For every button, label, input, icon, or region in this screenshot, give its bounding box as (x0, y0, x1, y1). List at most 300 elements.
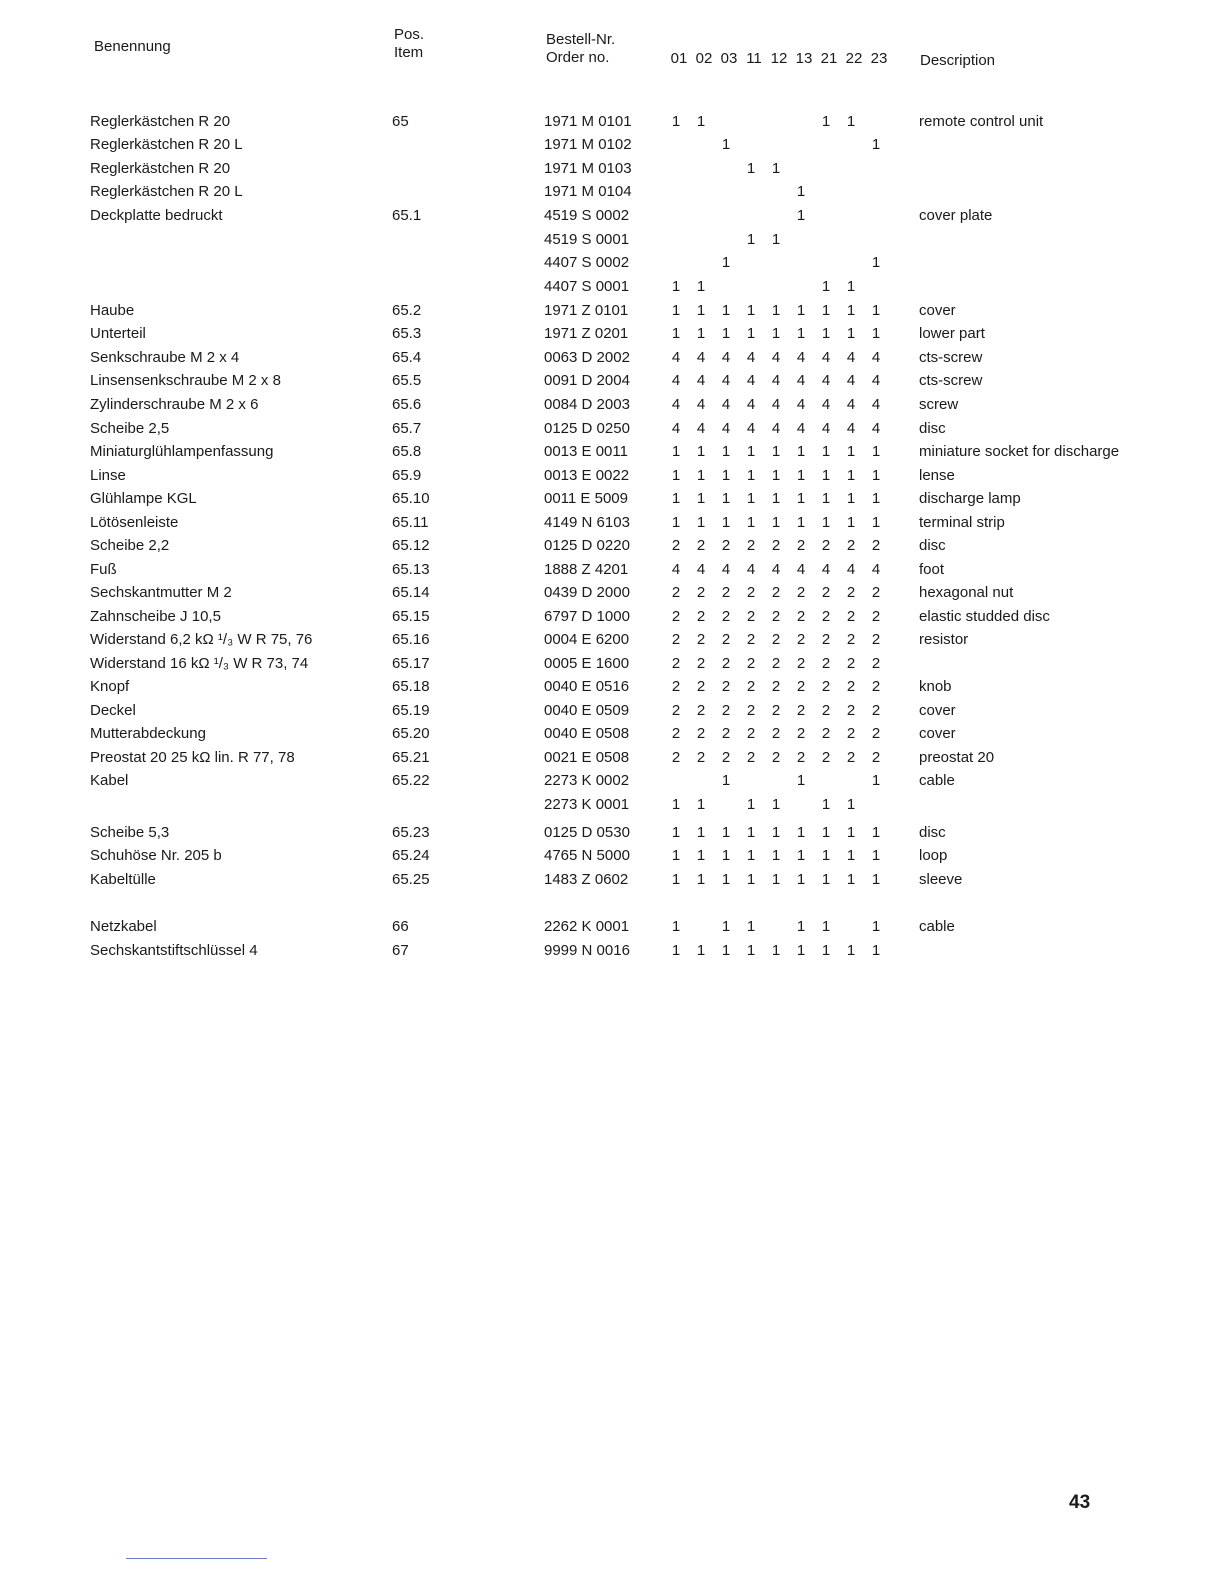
part-name: Deckel (90, 702, 136, 719)
header-pos-de: Pos. (394, 26, 425, 43)
variant-quantity: 4 (821, 372, 831, 389)
table-row (0, 229, 1224, 251)
variant-quantity: 1 (821, 942, 831, 959)
variant-quantity: 1 (771, 467, 781, 484)
page-number: 43 (1069, 1492, 1091, 1513)
order-number: 0063 D 2002 (544, 349, 630, 366)
variant-quantity: 4 (721, 349, 731, 366)
variant-quantity: 2 (721, 702, 731, 719)
variant-quantity: 4 (696, 561, 706, 578)
variant-quantity: 2 (821, 655, 831, 672)
variant-quantity: 2 (696, 725, 706, 742)
part-name: Schuhöse Nr. 205 b (90, 847, 222, 864)
variant-quantity: 4 (871, 396, 881, 413)
table-row (0, 441, 1224, 463)
variant-quantity: 2 (696, 537, 706, 554)
variant-quantity: 2 (821, 537, 831, 554)
table-row (0, 370, 1224, 392)
variant-quantity: 1 (671, 443, 681, 460)
part-description: remote control unit (919, 113, 1044, 130)
variant-quantity: 1 (696, 302, 706, 319)
variant-quantity: 4 (821, 349, 831, 366)
item-position: 65.9 (392, 467, 422, 484)
variant-quantity: 1 (746, 918, 756, 935)
table-row (0, 347, 1224, 369)
variant-quantity: 1 (671, 918, 681, 935)
variant-quantity: 1 (871, 772, 881, 789)
variant-quantity: 1 (671, 490, 681, 507)
part-description: hexagonal nut (919, 584, 1014, 601)
variant-quantity: 4 (821, 561, 831, 578)
variant-column-header: 03 (720, 50, 738, 67)
table-row (0, 205, 1224, 227)
item-position: 65.4 (392, 349, 422, 366)
variant-quantity: 1 (846, 514, 856, 531)
variant-quantity: 2 (871, 702, 881, 719)
variant-quantity: 1 (771, 325, 781, 342)
variant-quantity: 1 (721, 871, 731, 888)
part-description: resistor (919, 631, 969, 648)
variant-quantity: 1 (671, 824, 681, 841)
order-number: 0084 D 2003 (544, 396, 630, 413)
variant-quantity: 2 (846, 655, 856, 672)
variant-quantity: 1 (846, 871, 856, 888)
variant-quantity: 2 (796, 584, 806, 601)
variant-quantity: 1 (796, 443, 806, 460)
variant-quantity: 2 (696, 584, 706, 601)
variant-quantity: 1 (721, 847, 731, 864)
table-row (0, 582, 1224, 604)
part-name: Lötösenleiste (90, 514, 179, 531)
variant-quantity: 2 (721, 655, 731, 672)
variant-quantity: 4 (796, 561, 806, 578)
variant-quantity: 1 (846, 824, 856, 841)
part-name: Kabel (90, 772, 129, 789)
variant-quantity: 2 (721, 749, 731, 766)
variant-quantity: 1 (696, 443, 706, 460)
table-row (0, 559, 1224, 581)
variant-quantity: 4 (696, 372, 706, 389)
item-position: 65.18 (392, 678, 430, 695)
part-name: Reglerkästchen R 20 (90, 160, 231, 177)
order-number: 0040 E 0516 (544, 678, 630, 695)
part-name: Zahnscheibe J 10,5 (90, 608, 221, 625)
part-description: lower part (919, 325, 985, 342)
order-number: 0125 D 0220 (544, 537, 630, 554)
variant-quantity: 1 (846, 796, 856, 813)
variant-quantity: 1 (721, 824, 731, 841)
variant-quantity: 2 (771, 655, 781, 672)
variant-quantity: 2 (871, 631, 881, 648)
part-description: cover plate (919, 207, 993, 224)
variant-quantity: 1 (796, 490, 806, 507)
variant-quantity: 2 (746, 655, 756, 672)
order-number: 0005 E 1600 (544, 655, 630, 672)
order-number: 0013 E 0022 (544, 467, 630, 484)
variant-quantity: 1 (846, 113, 856, 130)
variant-quantity: 1 (696, 278, 706, 295)
order-number: 9999 N 0016 (544, 942, 630, 959)
part-description: terminal strip (919, 514, 1005, 531)
variant-quantity: 1 (696, 796, 706, 813)
variant-column-header: 01 (670, 50, 688, 67)
part-name: Miniaturglühlampenfassung (90, 443, 274, 460)
variant-quantity: 1 (771, 824, 781, 841)
variant-quantity: 2 (671, 608, 681, 625)
order-number: 2273 K 0001 (544, 796, 630, 813)
variant-quantity: 1 (821, 490, 831, 507)
part-name: Widerstand 16 kΩ ¹/₃ W R 73, 74 (90, 655, 309, 672)
variant-quantity: 1 (671, 514, 681, 531)
item-position: 65.17 (392, 655, 430, 672)
variant-quantity: 4 (696, 420, 706, 437)
variant-quantity: 1 (796, 847, 806, 864)
item-position: 65.19 (392, 702, 430, 719)
order-number: 0021 E 0508 (544, 749, 630, 766)
table-row (0, 845, 1224, 867)
variant-quantity: 4 (796, 372, 806, 389)
variant-quantity: 1 (846, 278, 856, 295)
variant-quantity: 2 (771, 584, 781, 601)
part-description: cover (919, 302, 956, 319)
variant-quantity: 1 (746, 847, 756, 864)
order-number: 0040 E 0509 (544, 702, 630, 719)
variant-column-header: 21 (820, 50, 838, 67)
variant-quantity: 4 (771, 349, 781, 366)
item-position: 65.5 (392, 372, 422, 389)
variant-quantity: 1 (871, 325, 881, 342)
part-name: Netzkabel (90, 918, 157, 935)
part-description: discharge lamp (919, 490, 1021, 507)
variant-quantity: 1 (796, 183, 806, 200)
variant-quantity: 2 (771, 702, 781, 719)
variant-quantity: 1 (696, 514, 706, 531)
variant-quantity: 4 (796, 349, 806, 366)
part-description: cover (919, 725, 956, 742)
part-description: loop (919, 847, 948, 864)
variant-quantity: 2 (771, 749, 781, 766)
table-row (0, 300, 1224, 322)
order-number: 1971 M 0101 (544, 113, 632, 130)
order-number: 4149 N 6103 (544, 514, 630, 531)
variant-quantity: 2 (846, 631, 856, 648)
variant-quantity: 1 (771, 160, 781, 177)
variant-quantity: 2 (671, 749, 681, 766)
item-position: 65.25 (392, 871, 430, 888)
part-name: Sechskantstiftschlüssel 4 (90, 942, 258, 959)
table-row (0, 276, 1224, 298)
variant-quantity: 1 (796, 942, 806, 959)
variant-quantity: 1 (721, 514, 731, 531)
variant-quantity: 1 (746, 302, 756, 319)
variant-quantity: 1 (821, 467, 831, 484)
variant-quantity: 1 (796, 824, 806, 841)
variant-quantity: 4 (696, 349, 706, 366)
variant-quantity: 4 (821, 420, 831, 437)
variant-quantity: 1 (746, 942, 756, 959)
part-name: Scheibe 5,3 (90, 824, 170, 841)
table-row (0, 770, 1224, 792)
variant-quantity: 4 (671, 372, 681, 389)
item-position: 65.1 (392, 207, 422, 224)
variant-quantity: 1 (871, 490, 881, 507)
item-position: 65.20 (392, 725, 430, 742)
variant-quantity: 1 (671, 871, 681, 888)
part-description: cts-screw (919, 372, 983, 389)
variant-quantity: 1 (796, 918, 806, 935)
variant-quantity: 4 (721, 372, 731, 389)
order-number: 0091 D 2004 (544, 372, 630, 389)
variant-quantity: 2 (871, 678, 881, 695)
variant-quantity: 1 (746, 160, 756, 177)
item-position: 65.13 (392, 561, 430, 578)
table-row (0, 747, 1224, 769)
variant-quantity: 1 (871, 136, 881, 153)
table-row (0, 465, 1224, 487)
variant-quantity: 1 (871, 918, 881, 935)
variant-quantity: 2 (696, 608, 706, 625)
variant-quantity: 2 (721, 608, 731, 625)
variant-quantity: 2 (696, 655, 706, 672)
variant-quantity: 1 (721, 490, 731, 507)
header-pos-en: Item (394, 44, 424, 61)
variant-quantity: 2 (771, 608, 781, 625)
variant-quantity: 4 (846, 561, 856, 578)
order-number: 1483 Z 0602 (544, 871, 629, 888)
item-position: 65.2 (392, 302, 422, 319)
variant-quantity: 1 (871, 514, 881, 531)
variant-quantity: 1 (746, 871, 756, 888)
variant-quantity: 1 (671, 278, 681, 295)
order-number: 1888 Z 4201 (544, 561, 629, 578)
variant-quantity: 1 (721, 942, 731, 959)
variant-quantity: 1 (696, 490, 706, 507)
order-number: 1971 M 0104 (544, 183, 632, 200)
variant-quantity: 1 (796, 772, 806, 789)
variant-quantity: 1 (846, 325, 856, 342)
item-position: 65.3 (392, 325, 422, 342)
variant-quantity: 2 (671, 631, 681, 648)
variant-quantity: 1 (771, 231, 781, 248)
variant-column-header: 02 (695, 50, 713, 67)
variant-quantity: 1 (846, 443, 856, 460)
part-name: Mutterabdeckung (90, 725, 206, 742)
table-row (0, 794, 1224, 816)
part-description: lense (919, 467, 955, 484)
table-row (0, 394, 1224, 416)
variant-quantity: 2 (746, 678, 756, 695)
item-position: 65.7 (392, 420, 422, 437)
variant-quantity: 2 (746, 537, 756, 554)
variant-quantity: 2 (821, 725, 831, 742)
header-order-en: Order no. (546, 49, 610, 66)
variant-quantity: 1 (871, 847, 881, 864)
variant-quantity: 2 (771, 725, 781, 742)
order-number: 4407 S 0001 (544, 278, 630, 295)
variant-column-header: 12 (770, 50, 788, 67)
variant-quantity: 2 (771, 537, 781, 554)
variant-quantity: 2 (871, 537, 881, 554)
variant-quantity: 4 (796, 396, 806, 413)
variant-quantity: 4 (671, 420, 681, 437)
variant-quantity: 1 (771, 514, 781, 531)
variant-quantity: 2 (846, 749, 856, 766)
variant-quantity: 4 (871, 349, 881, 366)
variant-quantity: 1 (821, 847, 831, 864)
variant-quantity: 1 (671, 467, 681, 484)
variant-quantity: 2 (821, 678, 831, 695)
variant-quantity: 1 (746, 490, 756, 507)
part-description: cable (919, 918, 955, 935)
variant-quantity: 1 (771, 847, 781, 864)
part-name: Widerstand 6,2 kΩ ¹/₃ W R 75, 76 (90, 631, 313, 648)
variant-quantity: 1 (846, 467, 856, 484)
variant-quantity: 1 (871, 302, 881, 319)
order-number: 0439 D 2000 (544, 584, 630, 601)
order-number: 0004 E 6200 (544, 631, 630, 648)
variant-quantity: 2 (771, 678, 781, 695)
table-row (0, 916, 1224, 938)
part-name: Deckplatte bedruckt (90, 207, 223, 224)
variant-quantity: 1 (746, 467, 756, 484)
variant-quantity: 2 (821, 608, 831, 625)
variant-quantity: 1 (796, 467, 806, 484)
order-number: 0013 E 0011 (544, 443, 628, 460)
part-name: Unterteil (90, 325, 146, 342)
variant-quantity: 1 (771, 443, 781, 460)
variant-quantity: 2 (671, 725, 681, 742)
item-position: 66 (392, 918, 409, 935)
table-row (0, 323, 1224, 345)
order-number: 4407 S 0002 (544, 254, 630, 271)
part-description: knob (919, 678, 952, 695)
variant-quantity: 4 (746, 420, 756, 437)
item-position: 65.8 (392, 443, 422, 460)
variant-quantity: 2 (846, 537, 856, 554)
variant-quantity: 1 (796, 514, 806, 531)
variant-quantity: 1 (771, 942, 781, 959)
variant-quantity: 2 (696, 749, 706, 766)
variant-quantity: 1 (871, 467, 881, 484)
variant-quantity: 1 (871, 824, 881, 841)
variant-quantity: 2 (746, 608, 756, 625)
variant-quantity: 2 (821, 702, 831, 719)
table-row (0, 488, 1224, 510)
header-order-de: Bestell-Nr. (546, 31, 616, 48)
part-name: Reglerkästchen R 20 L (90, 136, 243, 153)
variant-quantity: 2 (796, 608, 806, 625)
variant-quantity: 1 (721, 325, 731, 342)
part-name: Senkschraube M 2 x 4 (90, 349, 240, 366)
variant-quantity: 4 (746, 561, 756, 578)
variant-quantity: 4 (771, 561, 781, 578)
part-description: sleeve (919, 871, 963, 888)
order-number: 0125 D 0530 (544, 824, 630, 841)
variant-quantity: 2 (746, 749, 756, 766)
part-description: miniature socket for discharge (919, 443, 1120, 460)
part-description: foot (919, 561, 945, 578)
variant-quantity: 2 (696, 631, 706, 648)
variant-quantity: 2 (846, 725, 856, 742)
order-number: 4519 S 0002 (544, 207, 630, 224)
part-description: disc (919, 420, 946, 437)
item-position: 65.14 (392, 584, 430, 601)
variant-quantity: 1 (821, 113, 831, 130)
part-name: Zylinderschraube M 2 x 6 (90, 396, 259, 413)
variant-quantity: 4 (721, 561, 731, 578)
variant-quantity: 4 (846, 372, 856, 389)
variant-quantity: 2 (846, 584, 856, 601)
variant-quantity: 1 (796, 325, 806, 342)
variant-quantity: 2 (771, 631, 781, 648)
item-position: 65.23 (392, 824, 430, 841)
variant-quantity: 1 (846, 942, 856, 959)
part-name: Scheibe 2,5 (90, 420, 170, 437)
variant-quantity: 1 (721, 136, 731, 153)
variant-quantity: 2 (721, 631, 731, 648)
table-row (0, 723, 1224, 745)
variant-quantity: 4 (821, 396, 831, 413)
variant-quantity: 2 (796, 702, 806, 719)
variant-column-header: 13 (795, 50, 813, 67)
part-name: Sechskantmutter M 2 (90, 584, 232, 601)
table-row (0, 653, 1224, 675)
variant-quantity: 4 (771, 396, 781, 413)
variant-quantity: 2 (721, 537, 731, 554)
table-row (0, 111, 1224, 133)
table-row (0, 181, 1224, 203)
table-row (0, 822, 1224, 844)
item-position: 65 (392, 113, 409, 130)
variant-quantity: 4 (771, 372, 781, 389)
variant-quantity: 2 (821, 631, 831, 648)
variant-quantity: 1 (671, 302, 681, 319)
order-number: 4519 S 0001 (544, 231, 630, 248)
part-description: cable (919, 772, 955, 789)
variant-quantity: 2 (671, 584, 681, 601)
variant-quantity: 1 (671, 113, 681, 130)
variant-quantity: 1 (796, 302, 806, 319)
variant-quantity: 2 (846, 702, 856, 719)
part-description: disc (919, 537, 946, 554)
variant-quantity: 4 (696, 396, 706, 413)
part-name: Reglerkästchen R 20 L (90, 183, 243, 200)
part-name: Scheibe 2,2 (90, 537, 170, 554)
table-row (0, 252, 1224, 274)
part-name: Knopf (90, 678, 130, 695)
variant-quantity: 1 (771, 490, 781, 507)
variant-quantity: 2 (746, 631, 756, 648)
variant-quantity: 1 (721, 918, 731, 935)
variant-quantity: 2 (821, 749, 831, 766)
variant-quantity: 4 (721, 420, 731, 437)
order-number: 1971 Z 0201 (544, 325, 629, 342)
variant-quantity: 1 (696, 467, 706, 484)
variant-quantity: 2 (796, 725, 806, 742)
variant-quantity: 2 (671, 537, 681, 554)
table-row (0, 158, 1224, 180)
variant-quantity: 1 (871, 254, 881, 271)
variant-quantity: 1 (871, 942, 881, 959)
variant-quantity: 4 (846, 349, 856, 366)
variant-quantity: 1 (696, 847, 706, 864)
part-name: Kabeltülle (90, 871, 156, 888)
footer-rule (126, 1558, 267, 1559)
variant-quantity: 1 (696, 942, 706, 959)
part-name: Reglerkästchen R 20 (90, 113, 231, 130)
variant-column-header: 11 (746, 50, 762, 67)
variant-quantity: 1 (746, 824, 756, 841)
